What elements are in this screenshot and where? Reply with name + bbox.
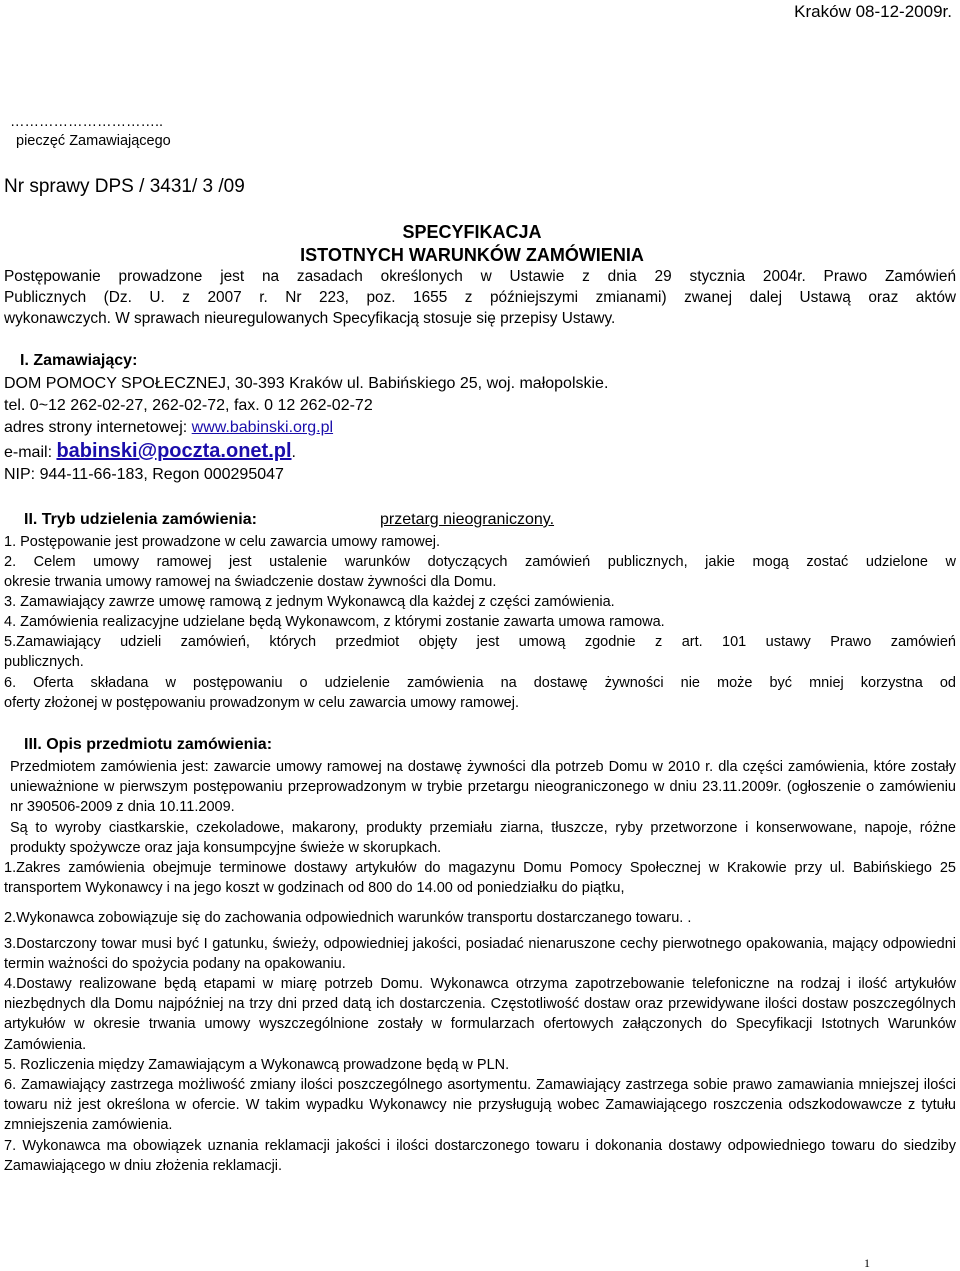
section3-heading: III. Opis przedmiotu zamówienia: xyxy=(24,736,273,753)
section2-heading: II. Tryb udzielenia zamówienia: xyxy=(24,511,257,528)
nip-regon: NIP: 944-11-66-183, Regon 000295047 xyxy=(4,466,284,483)
contractor-phone: tel. 0~12 262-02-27, 262-02-72, fax. 0 12 262-02-72 xyxy=(4,397,373,414)
section1-heading: I. Zamawiający: xyxy=(20,352,138,369)
website-link[interactable]: www.babinski.org.pl xyxy=(191,419,334,436)
website-label: adres strony internetowej: xyxy=(4,419,192,436)
section2-p2b: okresie trwania umowy ramowej na świadczenie dostaw żywności dla Domu. xyxy=(4,574,497,590)
section3-products xyxy=(10,818,956,858)
intro-line1: Postępowanie prowadzone jest na zasadach określonych w Ustawie z dnia 29 stycznia 2004r. Prawo Zamówień xyxy=(4,268,956,285)
section3-items xyxy=(4,858,956,1176)
item-4: 4.Dostawy realizowane będą etapami w miarę potrzeb Domu. Wykonawca otrzyma zapotrzebowanie telefoniczne na rodzaj i ilość artykułów niezbędnych dla Domu najpóźniej na trzy dni przed datą ich dostarczenia. Częstotliwość dostaw oraz przewidywane ilości dostaw poszczególnych artykułów w okresie trwania umowy wyszczególnione zostały w formularzach ofertowych załączonych do Specyfikacji Istotnych Warunków Zamówienia. xyxy=(4,976,956,1053)
section2-p5a: 5.Zamawiający udzieli zamówień, których przedmiot objęty jest umową zgodnie z art. 101 ustawy Prawo zamówień xyxy=(4,634,956,650)
section3-intro xyxy=(10,757,956,818)
item-2: 2.Wykonawca zobowiązuje się do zachowania odpowiednich warunków transportu dostarczanego towaru. . xyxy=(4,910,692,927)
website-line xyxy=(4,419,333,437)
section2-p3: 3. Zamawiający zawrze umowę ramową z jednym Wykonawcą dla każdej z części zamówienia. xyxy=(4,594,615,610)
item-3: 3.Dostarczony towar musi być I gatunku, świeży, odpowiedniej jakości, posiadać nienaruszone cechy pierwotnego opakowania, mający odpowiedni termin ważności do spożycia podany na opakowaniu. xyxy=(4,935,956,972)
email-label: e-mail: xyxy=(4,444,57,461)
intro-line3: wykonawczych. W sprawach nieuregulowanych Specyfikacją stosuje się przepisy Ustawy. xyxy=(4,310,616,327)
item-5: 5. Rozliczenia między Zamawiającym a Wykonawcą prowadzone będą w PLN. xyxy=(4,1056,510,1073)
procedure-mode: przetarg nieograniczony. xyxy=(380,511,555,528)
doc-title-line2: ISTOTNYCH WARUNKÓW ZAMÓWIENIA xyxy=(300,245,644,265)
stamp-label: pieczęć Zamawiającego xyxy=(16,133,171,149)
section2-p4: 4. Zamówienia realizacyjne udzielane będą Wykonawcom, z którymi zostanie zawarta umowa ramowa. xyxy=(4,614,665,630)
item-7: 7. Wykonawca ma obowiązek uznania reklamacji jakości i ilości dostarczonego towaru i dokonania dostawy odpowiedniego towaru do siedziby Zamawiającego w dniu złożenia reklamacji. xyxy=(4,1137,956,1174)
section2-p5b: publicznych. xyxy=(4,654,84,670)
page-number: 1 xyxy=(864,1256,870,1270)
email-line xyxy=(4,440,296,463)
doc-title-line1: SPECYFIKACJA xyxy=(402,222,542,242)
contractor-address: DOM POMOCY SPOŁECZNEJ, 30-393 Kraków ul. Babińskiego 25, woj. małopolskie. xyxy=(4,375,609,392)
email-suffix: . xyxy=(291,444,296,461)
products-list: Są to wyroby ciastkarskie, czekoladowe, makarony, produkty przemiału ziarna, tłuszcze, ryby przetworzone i konserwowane, napoje, różne produkty spożywcze oraz jaja konsumpcyjne świeże w skorupkach. xyxy=(10,820,956,857)
section2-p6b: oferty złożonej w postępowaniu prowadzonym w celu zawarcia umowy ramowej. xyxy=(4,695,519,711)
place-date: Kraków 08-12-2009r. xyxy=(794,2,952,21)
section2-p6a: 6. Oferta składana w postępowaniu o udzielenie zamówienia na dostawę żywności nie może być mniej korzystna od xyxy=(4,675,956,691)
subject-intro: Przedmiotem zamówienia jest: zawarcie umowy ramowej na dostawę żywności dla potrzeb Domu w 2010 r. dla części zamówienia, które zostały unieważnione w pierwszym postępowaniu przeprowadzonym w trybie przetargu nieograniczonego w dniu 23.11.2009r. (ogłoszenie o zamówieniu nr 390506-2009 z dnia 10.11.2009. xyxy=(10,759,956,816)
email-link[interactable]: babinski@poczta.onet.pl xyxy=(56,440,292,462)
stamp-dots: ………………………….. xyxy=(10,114,164,130)
case-number: Nr sprawy DPS / 3431/ 3 /09 xyxy=(4,176,245,197)
section2-p1: 1. Postępowanie jest prowadzone w celu zawarcia umowy ramowej. xyxy=(4,534,441,550)
item-6: 6. Zamawiający zastrzega możliwość zmiany ilości poszczególnego asortymentu. Zamawiający zastrzega sobie prawo zamawiania mniejszej ilości towaru niż jest określona w ofercie. W takim wypadku Wykonawcy nie przysługują wobec Zamawiającego roszczenia odszkodowawcze z tytułu zmniejszenia zamówienia. xyxy=(4,1077,956,1134)
item-1: 1.Zakres zamówienia obejmuje terminowe dostawy artykułów do magazynu Domu Pomocy Społecznej w Krakowie przy ul. Babińskiego 25 transportem Wykonawcy i na jego koszt w godzinach od 800 do 14.00 od poniedziałku do piątku, xyxy=(4,860,956,897)
section2-p2a: 2. Celem umowy ramowej jest ustalenie warunków dotyczących zamówień publicznych, jakie mogą zostać udzielone w xyxy=(4,554,956,570)
intro-line2: Publicznych (Dz. U. z 2007 r. Nr 223, poz. 1655 z późniejszymi zmianami) zwanej dalej Ustawą oraz aktów xyxy=(4,289,956,306)
